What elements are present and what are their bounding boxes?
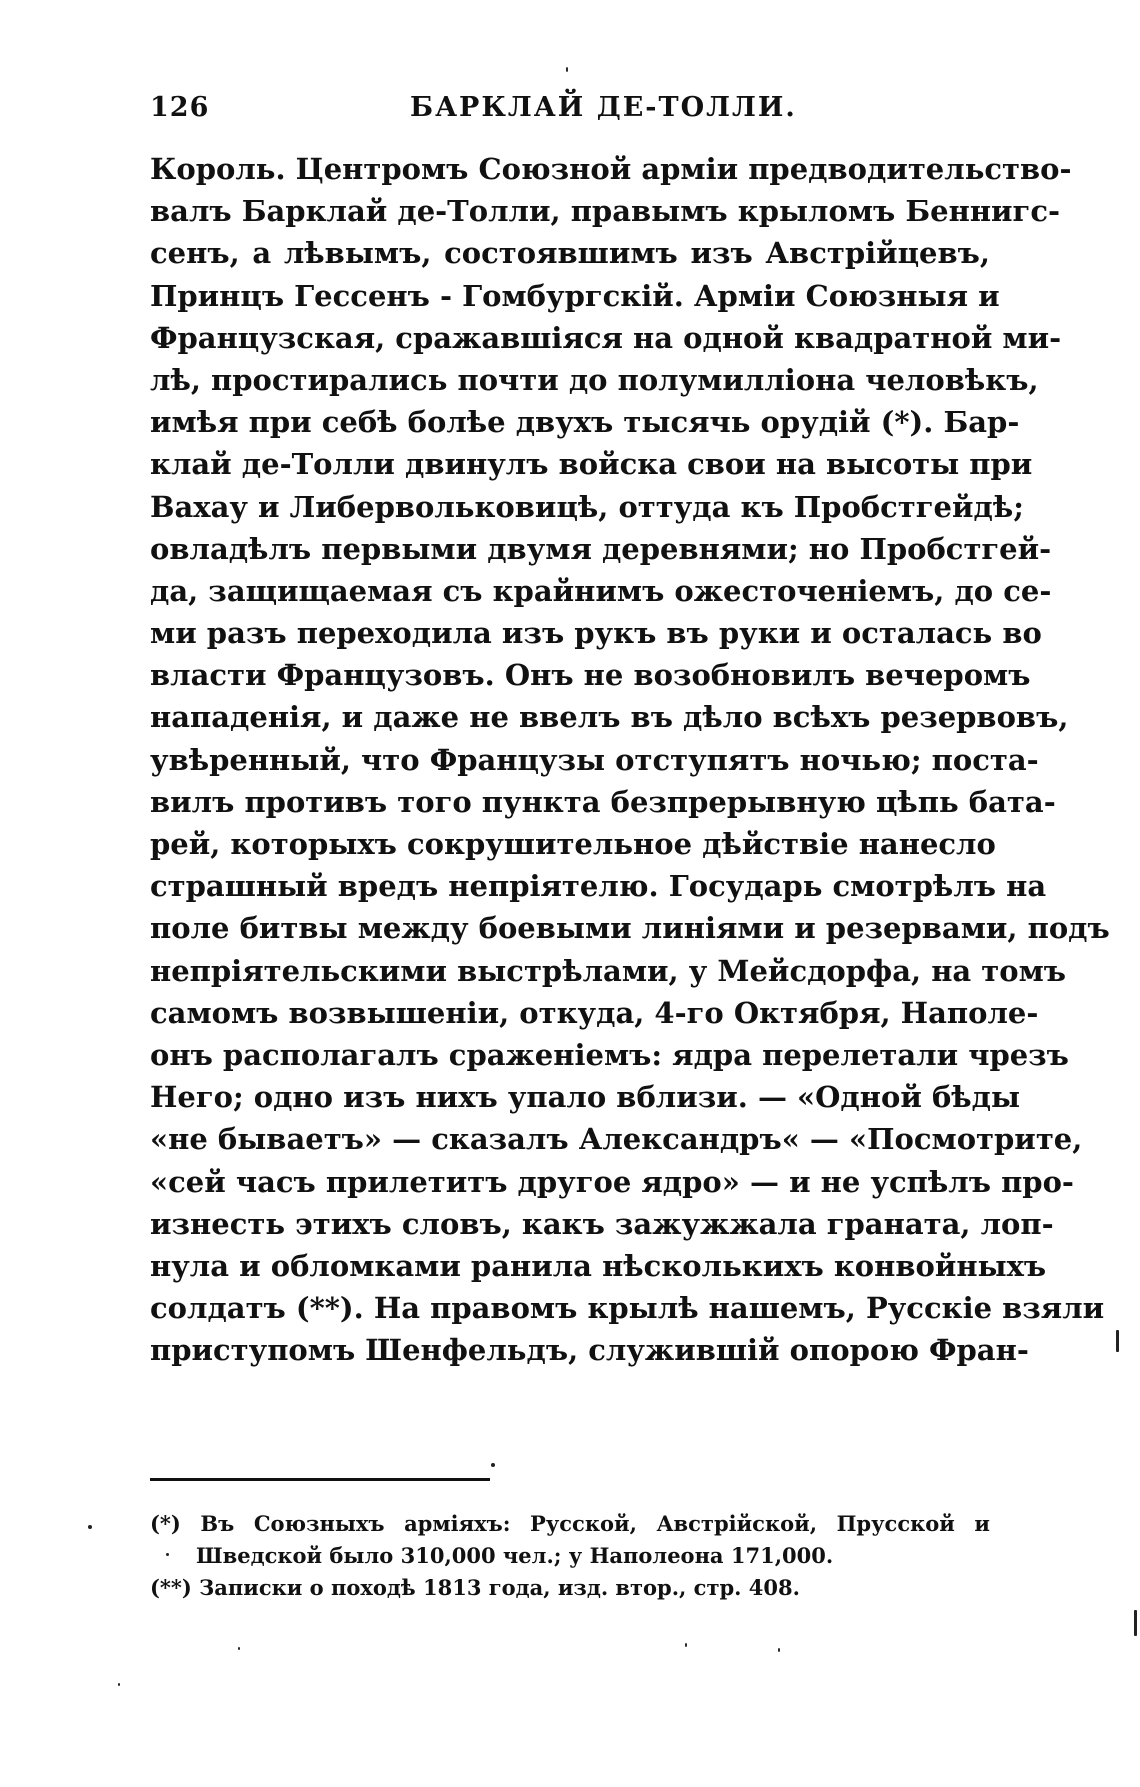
scan-speck [685,1643,687,1647]
text-line: непріятельскими выстрѣлами, у Мейсдорфа, на томъ [150,953,1067,988]
text-line: приступомъ Шенфельдъ, служившій опорою Фран- [150,1333,1029,1368]
text-line: «сей часъ прилетитъ другое ядро» — и не успѣлъ про- [150,1164,1074,1199]
text-line: валъ Барклай де-Толли, правымъ крыломъ Беннигс- [150,194,1061,229]
scan-speck [1134,1610,1137,1636]
text-line: клай де-Толли двинулъ войска свои на высоты при [150,447,1033,482]
text-line: вилъ противъ того пункта безпрерывную цѣпь бата- [150,784,1056,819]
text-line: увѣренный, что Французы отступятъ ночью; поста- [150,742,1039,777]
page-number: 126 [150,92,210,123]
text-line: Принцъ Гессенъ - Гомбургскій. Арміи Союзныя и [150,278,1000,313]
footnote-line: (**) Записки о походѣ 1813 года, изд. втор., стр. 408. [150,1575,800,1600]
scan-speck [238,1647,240,1650]
footnotes [150,1508,990,1604]
text-line: изнесть этихъ словъ, какъ зажужжала граната, лоп- [150,1206,1054,1241]
text-line: лѣ, простирались почти до полумилліона человѣкъ, [150,362,1039,397]
body-text [150,148,1110,1371]
text-line: нападенія, и даже не ввелъ въ дѣло всѣхъ резервовъ, [150,700,1069,735]
text-line: «не бываетъ» — сказалъ Александръ« — «Посмотрите, [150,1122,1083,1157]
text-line: да, защищаемая съ крайнимъ ожесточеніемъ, до се- [150,573,1052,608]
text-line: нула и обломками ранила нѣсколькихъ конвойныхъ [150,1248,1047,1283]
text-line: самомъ возвышеніи, откуда, 4-го Октября, Наполе- [150,995,1039,1030]
scan-speck [166,1553,169,1556]
scan-speck [118,1683,120,1686]
text-line: овладѣлъ первыми двумя деревнями; но Пробстгей- [150,531,1052,566]
scan-speck [566,67,568,72]
text-line: ми разъ переходила изъ рукъ въ руки и осталась во [150,616,1042,651]
text-line: сенъ, а лѣвымъ, состоявшимъ изъ Австрійцевъ, [150,236,990,271]
page-header [150,92,990,132]
text-line: солдатъ (**). На правомъ крылѣ нашемъ, Русскіе взяли [150,1291,1105,1326]
footnote-line: Шведской было 310,000 чел.; у Наполеона 171,000. [196,1543,834,1568]
footnote-separator [150,1478,490,1481]
scan-speck [491,1463,495,1467]
text-line: онъ располагалъ сраженіемъ: ядра перелетали чрезъ [150,1037,1069,1072]
scan-speck [778,1648,780,1652]
text-line: Него; одно изъ нихъ упало вблизи. — «Одной бѣды [150,1080,1021,1115]
running-head: БАРКЛАЙ ДЕ-ТОЛЛИ. [410,92,797,123]
scan-speck [1116,1330,1119,1352]
text-line: Вахау и Либервольковицѣ, оттуда къ Пробстгейдѣ; [150,489,1024,524]
text-line: имѣя при себѣ болѣе двухъ тысячь орудій (*). Бар- [150,405,1020,440]
text-line: страшный вредъ непріятелю. Государь смотрѣлъ на [150,869,1047,904]
text-line: рей, которыхъ сокрушительное дѣйствіе нанесло [150,827,996,861]
scan-speck [88,1525,92,1529]
text-line: поле битвы между боевыми линіями и резервами, подъ [150,911,1110,946]
text-line: Французская, сражавшіяся на одной квадратной ми- [150,320,1062,355]
text-line: Король. Центромъ Союзной арміи предводительство- [150,152,1072,186]
text-line: власти Французовъ. Онъ не возобновилъ вечеромъ [150,658,1031,693]
footnote-line: (*) Въ Союзныхъ арміяхъ: Русской, Австрійской, Прусской и [150,1511,990,1536]
